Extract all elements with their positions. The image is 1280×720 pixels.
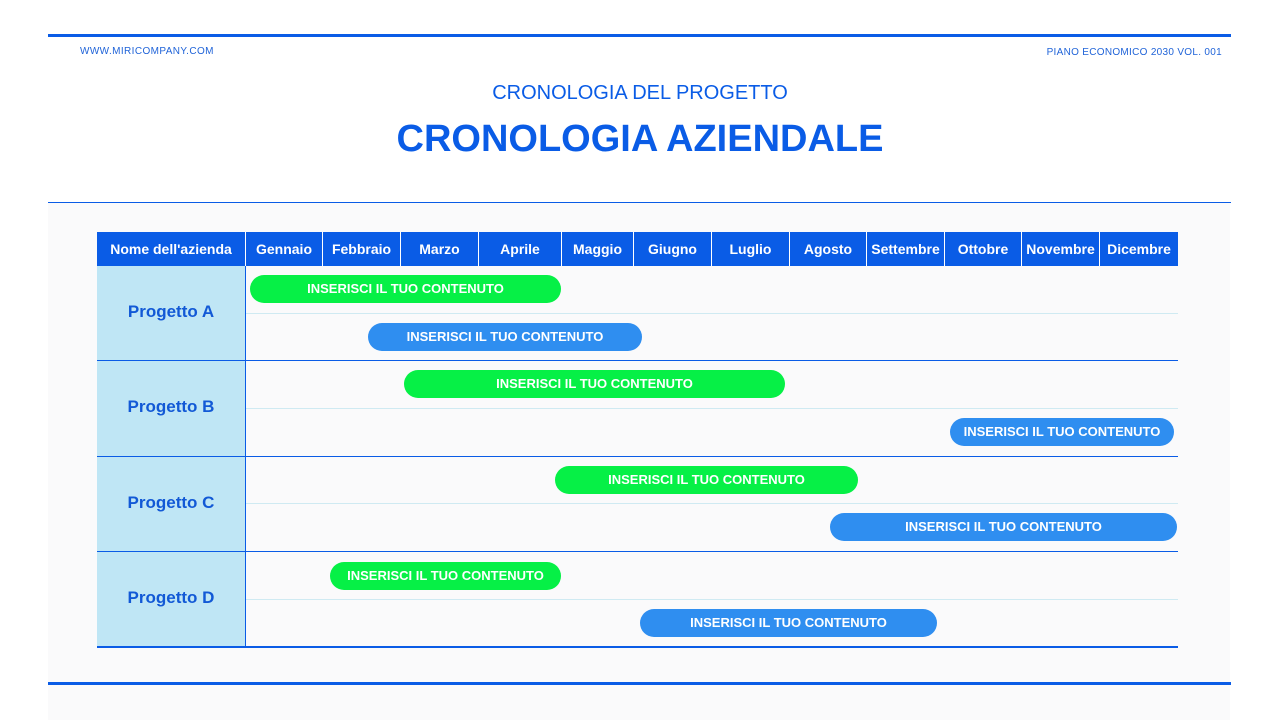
header-month: Marzo <box>401 232 479 266</box>
project-name-d: Progetto D <box>127 588 215 607</box>
header-month: Maggio <box>562 232 634 266</box>
header-month: Giugno <box>634 232 712 266</box>
section-rule <box>48 202 1231 203</box>
project-name-c: Progetto C <box>127 493 215 512</box>
project-divider <box>97 360 1178 361</box>
timeline-bar[interactable]: INSERISCI IL TUO CONTENUTO <box>250 275 561 303</box>
table-bottom-line <box>97 646 1178 648</box>
timeline-bar[interactable]: INSERISCI IL TUO CONTENUTO <box>555 466 858 494</box>
header-month: Gennaio <box>246 232 323 266</box>
timeline-bar[interactable]: INSERISCI IL TUO CONTENUTO <box>368 323 642 351</box>
header-month: Ottobre <box>945 232 1022 266</box>
timeline-bar[interactable]: INSERISCI IL TUO CONTENUTO <box>830 513 1177 541</box>
timeline-bar[interactable]: INSERISCI IL TUO CONTENUTO <box>404 370 785 398</box>
row-divider <box>246 503 1178 504</box>
timeline-bar[interactable]: INSERISCI IL TUO CONTENUTO <box>950 418 1174 446</box>
header-month: Novembre <box>1022 232 1100 266</box>
project-name-a: Progetto A <box>127 302 215 321</box>
page-title: CRONOLOGIA AZIENDALE <box>396 118 884 160</box>
header-month: Aprile <box>479 232 562 266</box>
row-divider <box>246 408 1178 409</box>
table-header <box>97 232 1178 266</box>
header-month: Dicembre <box>1107 241 1171 257</box>
header-month: Luglio <box>712 232 790 266</box>
timeline-bar[interactable]: INSERISCI IL TUO CONTENUTO <box>330 562 561 590</box>
header-month: Settembre <box>867 232 945 266</box>
row-divider <box>246 599 1178 600</box>
project-divider <box>97 456 1178 457</box>
timeline-table <box>97 232 1178 648</box>
website-url: WWW.MIRICOMPANY.COM <box>80 46 214 57</box>
row-divider <box>246 313 1178 314</box>
header-company-name: Nome dell'azienda <box>97 232 246 266</box>
bottom-rule <box>48 682 1231 685</box>
project-divider <box>97 551 1178 552</box>
timeline-bar[interactable]: INSERISCI IL TUO CONTENUTO <box>640 609 937 637</box>
page-subtitle: CRONOLOGIA DEL PROGETTO <box>492 82 788 104</box>
top-rule <box>48 34 1231 37</box>
project-name-b: Progetto B <box>127 397 215 416</box>
header-month: Febbraio <box>323 232 401 266</box>
header-month: Agosto <box>790 232 867 266</box>
volume-label: PIANO ECONOMICO 2030 VOL. 001 <box>1046 47 1222 58</box>
